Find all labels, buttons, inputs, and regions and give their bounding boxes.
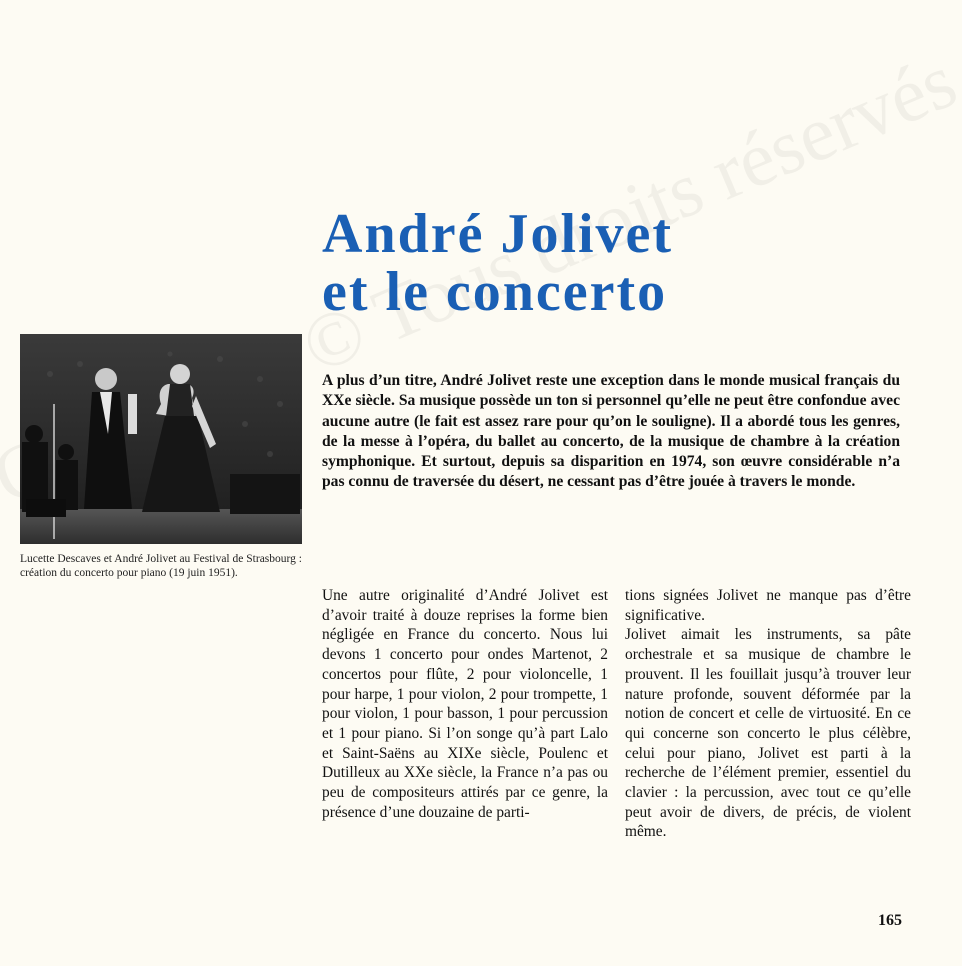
lead-paragraph: A plus d’un titre, André Jolivet reste une exception dans le monde musical français du XXe siècle. Sa musique possède un ton si personnel qu’elle ne peut être confondue avec aucune autre (le fait est assez rare pour qu’on le souligne). Il a abordé tous les genres, de la messe à l’opéra, du ballet au concerto, de la musique de chambre à la création symphonique. Et surtout, depuis sa disparition en 1974, son œuvre considérable n’a pas connu de traversée du désert, ne cessant pas d’être jouée à travers le monde. — [322, 372, 900, 491]
body-column-2 — [625, 586, 911, 842]
photo-caption: Lucette Descaves et André Jolivet au Festival de Strasbourg : création du concerto pour piano (19 juin 1951). — [20, 553, 302, 579]
concert-photo-image — [20, 334, 302, 544]
body-paragraph: Une autre originalité d’André Jolivet est d’avoir traité à douze reprises la forme bien négligée en France du concerto. Nous lui devons 1 concerto pour ondes Martenot, 2 concertos pour flûte, 2 pour violoncelle, 1 pour harpe, 1 pour violon, 2 pour trompette, 1 pour violon, 1 pour basson, 1 pour percussion et 1 pour piano. Si l’on songe qu’à part Lalo et Saint-Saëns au XIXe siècle, Poulenc et Dutilleux au XXe siècle, la France n’a pas ou peu de compositeurs attirés par ce genre, la présence d’une douzaine de parti- — [322, 587, 608, 821]
page-title — [322, 205, 673, 321]
page-number: 165 — [878, 912, 902, 929]
title-line-1: André Jolivet — [322, 203, 674, 265]
title-line-2: et le concerto — [322, 261, 668, 323]
body-paragraph: tions signées Jolivet ne manque pas d’être significative. — [625, 587, 911, 624]
body-column-1 — [322, 586, 608, 822]
body-paragraph: Jolivet aimait les instruments, sa pâte orchestrale et sa musique de chambre le prouvent. Il les fouillait jusqu’à trouver leur nature profonde, souvent déformée par la notion de concert et celle de virtuosité. En ce qui concerne son concerto le plus célèbre, celui pour piano, Jolivet est parti à la recherche de l’élément premier, essentiel du clavier : la percussion, avec tout ce qu’elle peut avoir de divers, de précis, de violent même. — [625, 626, 911, 841]
concert-photo — [20, 334, 302, 544]
